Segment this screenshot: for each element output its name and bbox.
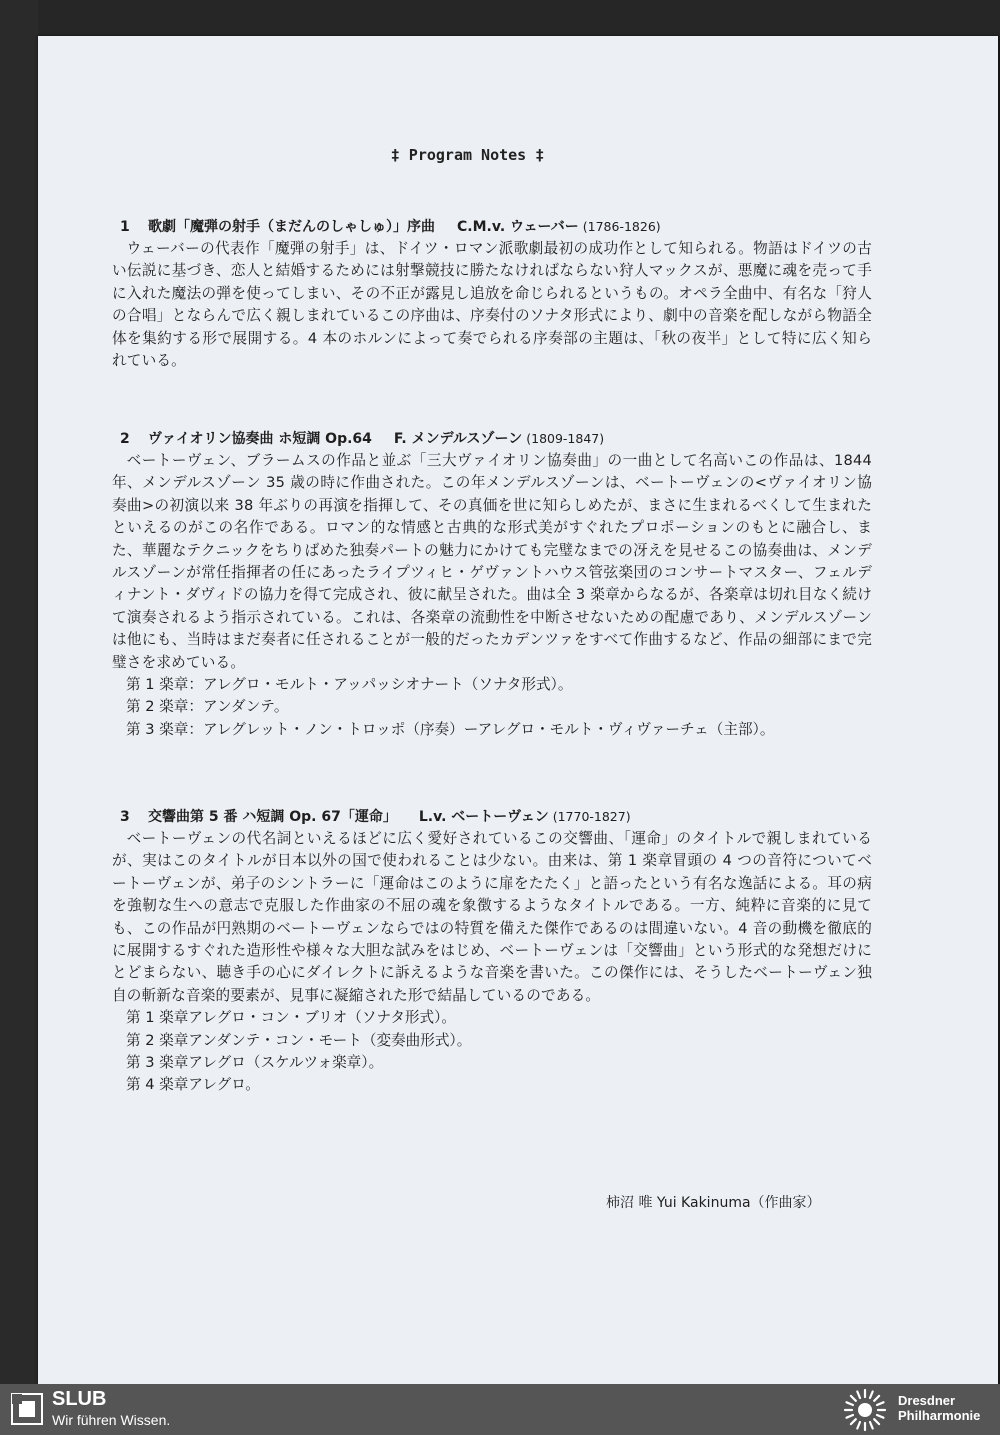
philharmonie-brand-line2: Philharmonie — [898, 1408, 981, 1423]
slub-brand[interactable]: SLUB — [52, 1388, 107, 1410]
section-body: ベートーヴェン、ブラームスの作品と並ぶ「三大ヴァイオリン協奏曲」の一曲として名高いこの作品は、1844 年、メンデルスゾーン 35 歳の時に作曲された。この年メンデルスゾーンは、ベートーヴェンの<ヴァイオリン協奏曲>の初演以来 38 年ぶりの再演を指揮して、その真価を世に知らしめたが、まさに生まれるべくして生まれたといえるのがこの名作である。ロマン的な情感と古典的な形式美がすぐれたプロポーションのもとに融合し、また、華麗なテクニックをちりばめた独奏パートの魅力にかけても完璧なまでの冴えを見せるこの協奏曲は、メンデルスゾーンが常任指揮者の任にあったライプツィヒ・ゲヴァントハウス管弦楽団のコンサートマスター、フェルディナント・ダヴィドの協力を得て完成され、彼に献呈された。曲は全 3 楽章からなるが、各楽章は切れ目なく続けて演奏されるよう指示されている。これは、各楽章の流動性を中断させないための配慮であり、メンデルスゾーンは他にも、当時はまだ奏者に任されることが一般的だったカデンツァをすべて作曲するなど、作品の細部にまで完璧さを求めている。 — [112, 452, 872, 671]
program-note-3 — [112, 806, 872, 1097]
scan-left-edge — [0, 0, 38, 1384]
movement-item: 第 2 楽章：アンダンテ。 — [126, 698, 289, 716]
movement-item: 第 1 楽章アレグロ・コン・ブリオ（ソナタ形式）。 — [126, 1009, 456, 1027]
section-body: ウェーバーの代表作「魔弾の射手」は、ドイツ・ロマン派歌劇最初の成功作として知られる。物語はドイツの古い伝説に基づき、恋人と結婚するためには射撃競技に勝たなければならない狩人マックスが、悪魔に魂を売って手に入れた魔法の弾を使ってしまい、その不正が露見し追放を命じられるというもの。オペラ全曲中、有名な「狩人の合唱」とならんで広く親しまれているこの序曲は、序奏付のソナタ形式により、劇中の音楽を配しながら物語全体を集約する形で展開する。4 本のホルンによって奏でられる序奏部の主題は、「秋の夜半」として特に広く知られている。 — [112, 240, 872, 370]
philharmonie-brand[interactable] — [898, 1393, 980, 1423]
section-heading — [112, 216, 872, 238]
movement-item: 第 1 楽章：アレグロ・モルト・アッパッシオナート（ソナタ形式）。 — [126, 676, 573, 694]
viewer-footer — [0, 1384, 1000, 1435]
composer-years: (1786-1826) — [582, 219, 661, 234]
composer-name: L.v. ベートーヴェン — [418, 809, 549, 825]
author-signature: 柿沼 唯 Yui Kakinuma（作曲家） — [606, 1195, 821, 1211]
movement-item: 第 2 楽章アンダンテ・コン・モート（変奏曲形式）。 — [126, 1031, 472, 1049]
scan-top-edge — [0, 0, 1000, 36]
slub-logo-icon[interactable] — [10, 1392, 44, 1426]
work-title: 歌劇「魔弾の射手（まだんのしゃしゅ）」序曲 — [148, 219, 435, 235]
composer-years: (1809-1847) — [526, 431, 605, 446]
work-title: ヴァイオリン協奏曲 ホ短調 Op.64 — [148, 431, 372, 447]
section-number: 2 — [120, 431, 130, 447]
section-heading — [112, 428, 872, 450]
composer-name: F. メンデルスゾーン — [393, 431, 523, 447]
section-number: 1 — [120, 219, 130, 235]
movement-item: 第 3 楽章アレグロ（スケルツォ楽章）。 — [126, 1054, 384, 1072]
section-heading — [112, 806, 872, 828]
movement-item: 第 3 楽章：アレグレット・ノン・トロッポ（序奏）ーアレグロ・モルト・ヴィヴァーチェ（主部）。 — [126, 720, 775, 738]
page-title: ‡ Program Notes ‡ — [390, 146, 545, 164]
program-note-1 — [112, 216, 872, 372]
work-title: 交響曲第 5 番 ハ短調 Op. 67「運命」 — [148, 809, 397, 825]
section-number: 3 — [120, 809, 130, 825]
composer-name: C.M.v. ウェーバー — [457, 219, 579, 235]
philharmonie-brand-line1: Dresdner — [898, 1393, 956, 1408]
movement-item: 第 4 楽章アレグロ。 — [126, 1076, 260, 1094]
program-note-2 — [112, 428, 872, 741]
slub-tagline: Wir führen Wissen. — [52, 1412, 171, 1428]
section-body: ベートーヴェンの代名詞といえるほどに広く愛好されているこの交響曲、「運命」のタイトルで親しまれているが、実はこのタイトルが日本以外の国で使われることは少ない。由来は、第 1 楽章冒頭の 4 つの音符についてベートーヴェンが、弟子のシントラーに「運命はこのように扉をたたく」と語ったという有名な逸話による。耳の病を強靭な生への意志で克服した作曲家の不屈の魂を象徴するようなタイトルである。一方、純粋に音楽的に見ても、この作品が円熟期のベートーヴェンならではの特質を備えた傑作であるのは間違いない。4 音の動機を徹底的に展開するすぐれた造形性や様々な大胆な試みをはじめ、ベートーヴェンは「交響曲」という形式的な発想だけにとどまらない、聴き手の心にダイレクトに訴えるような音楽を書いた。この傑作には、そうしたベートーヴェン独自の斬新な音楽的要素が、見事に凝縮された形で結晶しているのである。 — [112, 830, 872, 1004]
composer-years: (1770-1827) — [552, 809, 631, 824]
philharmonie-sun-logo-icon[interactable] — [842, 1387, 888, 1433]
